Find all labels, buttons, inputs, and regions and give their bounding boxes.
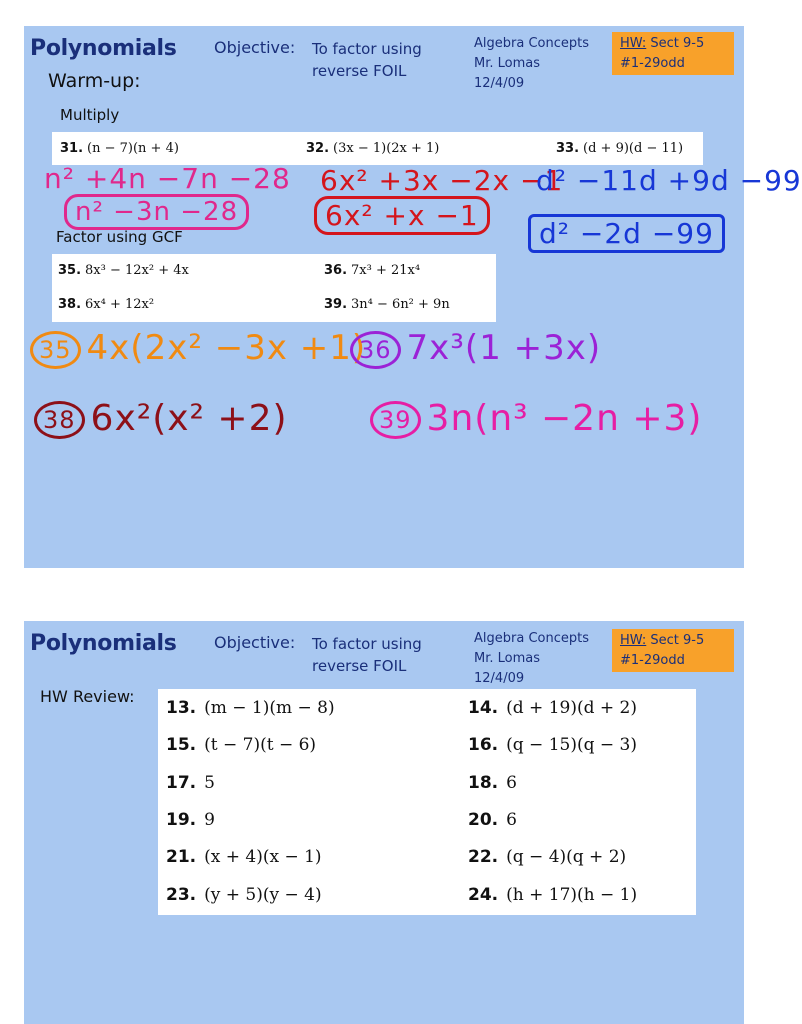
homework-box: [612, 32, 734, 75]
answer-35-number: 35: [30, 331, 81, 369]
answer-24: 24. (h + 17)(h − 1): [468, 885, 638, 905]
problem-32: 32. (3x − 1)(2x + 1): [306, 141, 440, 156]
slide-title: Polynomials: [30, 631, 177, 656]
slide-warmup: [24, 26, 802, 568]
answer-18: 18. 6: [468, 773, 517, 793]
answer-38-text: 6x²(x² +2): [90, 398, 288, 439]
answer-17: 17. 5: [166, 773, 215, 793]
date: 12/4/09: [474, 76, 525, 91]
answer-20: 20. 6: [468, 810, 517, 830]
problem-39: 39. 3n⁴ − 6n² + 9n: [324, 297, 450, 312]
course-name: Algebra Concepts: [474, 631, 589, 646]
homework-box: [612, 629, 734, 672]
teacher-name: Mr. Lomas: [474, 56, 541, 71]
answer-38: [34, 398, 288, 439]
problem-38: 38. 6x⁴ + 12x²: [58, 297, 155, 312]
multiply-problems-box: [52, 132, 703, 165]
hw-problems: #1-29odd: [620, 653, 685, 668]
work-33-answer: d² −2d −99: [528, 214, 725, 253]
answer-15: 15. (t − 7)(t − 6): [166, 735, 317, 755]
work-31-answer: n² −3n −28: [64, 194, 249, 230]
answer-22: 22. (q − 4)(q + 2): [468, 847, 627, 867]
hw-section: Sect 9-5: [650, 36, 705, 51]
answer-39-number: 39: [370, 401, 421, 439]
objective-line2: reverse FOIL: [312, 657, 407, 675]
warmup-heading: Warm-up:: [48, 70, 141, 92]
work-33-expanded: d² −11d +9d −99: [536, 164, 802, 197]
work-32-expanded: 6x² +3x −2x −1: [320, 164, 564, 197]
answer-16: 16. (q − 15)(q − 3): [468, 735, 637, 755]
work-32-answer: 6x² +x −1: [314, 196, 490, 235]
objective-label: Objective:: [214, 633, 296, 652]
slide-hw-review: [24, 621, 744, 1024]
answer-38-number: 38: [34, 401, 85, 439]
hw-label: HW:: [620, 36, 647, 51]
answer-36-text: 7x³(1 +3x): [406, 328, 602, 368]
objective-label: Objective:: [214, 38, 296, 57]
answer-39-text: 3n(n³ −2n +3): [426, 398, 703, 439]
answer-19: 19. 9: [166, 810, 215, 830]
objective-line1: To factor using: [312, 40, 422, 58]
hw-label: HW:: [620, 633, 647, 648]
date: 12/4/09: [474, 671, 525, 686]
problem-35: 35. 8x³ − 12x² + 4x: [58, 263, 189, 278]
answer-35: [30, 328, 366, 369]
gcf-problems-box: [52, 254, 496, 322]
gcf-label: Factor using GCF: [56, 228, 183, 246]
multiply-label: Multiply: [60, 106, 120, 124]
answer-21: 21. (x + 4)(x − 1): [166, 847, 322, 867]
teacher-name: Mr. Lomas: [474, 651, 541, 666]
answer-14: 14. (d + 19)(d + 2): [468, 698, 637, 718]
work-31-expanded: n² +4n −7n −28: [44, 162, 291, 195]
answer-36: [350, 328, 601, 369]
hw-review-label: HW Review:: [40, 687, 135, 706]
answer-13: 13. (m − 1)(m − 8): [166, 698, 335, 718]
course-name: Algebra Concepts: [474, 36, 589, 51]
answer-36-number: 36: [350, 331, 401, 369]
problem-36: 36. 7x³ + 21x⁴: [324, 263, 421, 278]
answer-35-text: 4x(2x² −3x +1): [86, 328, 367, 368]
objective-line2: reverse FOIL: [312, 62, 407, 80]
objective-line1: To factor using: [312, 635, 422, 653]
answer-23: 23. (y + 5)(y − 4): [166, 885, 322, 905]
problem-33: 33. (d + 9)(d − 11): [556, 141, 684, 156]
answer-39: [370, 398, 702, 439]
slide-title: Polynomials: [30, 36, 177, 61]
hw-section: Sect 9-5: [650, 633, 705, 648]
hw-answers-box: [158, 689, 696, 915]
hw-problems: #1-29odd: [620, 56, 685, 71]
problem-31: 31. (n − 7)(n + 4): [60, 141, 179, 156]
